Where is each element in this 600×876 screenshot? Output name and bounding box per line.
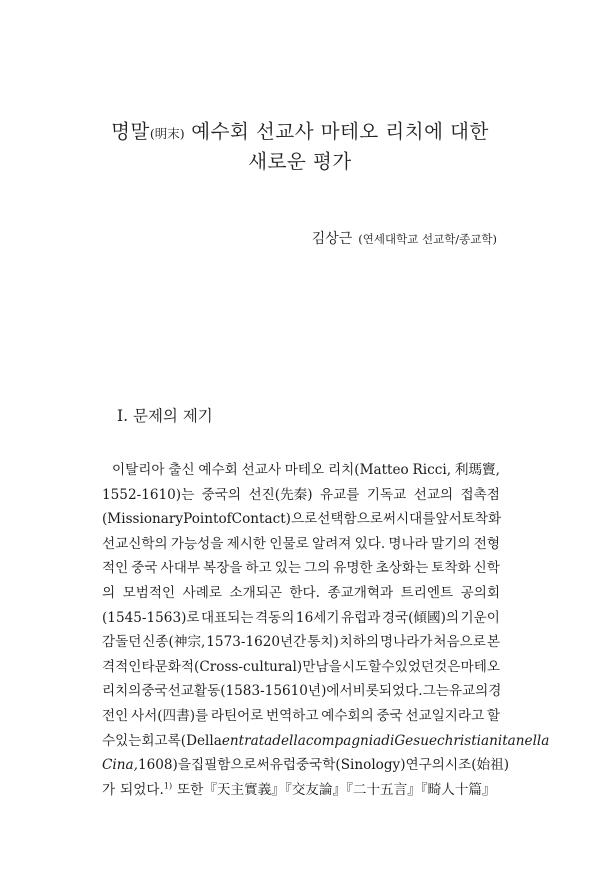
word: 마테오 [460,658,500,675]
word: 선교신학의 [102,535,168,552]
word: 시도할 [341,658,382,675]
paragraph-line [102,704,500,729]
word: 예수회 [198,462,238,478]
word: 중국학(Sinology) [296,757,406,774]
word: 만남을 [302,658,342,675]
word: di [381,732,395,749]
paragraph-line [102,655,500,680]
paragraph-line [102,507,500,532]
word: 기독교 [366,486,407,503]
title-hanja: (明末) [149,126,185,141]
word: 있었던 [394,658,435,675]
word: 전인 [102,707,129,724]
word: 인물로 [269,535,309,552]
word: 가능성을 [170,535,224,552]
word: 선교활동(1583-15610년)에서 [167,683,353,700]
paragraph-line [102,778,500,803]
word: 시조(始祖) [444,757,510,774]
word: of [218,511,232,528]
word: 명나라 [388,535,428,552]
word: 유교를 [320,486,360,503]
word: 처음으로 [433,634,486,651]
word: Ricci, [412,462,452,478]
word: 접촉점 [460,486,500,503]
word: 리치의 [102,683,142,700]
word: 그의 [303,560,331,577]
word: 트리엔트 [400,584,454,601]
word: 사례로 [182,584,222,601]
word: 초상화는 [375,560,429,577]
word: 되었다.$^{1)}$ [120,781,173,798]
word: nella [515,732,550,749]
paragraph-line [102,630,500,655]
word: 이탈리아 [112,462,165,478]
word: 알려져 [311,535,352,552]
word: entrata [221,732,273,749]
word: 적인 [102,560,129,577]
body-paragraph [102,458,550,802]
word: 말기의 [431,535,471,552]
word: Point [183,511,219,528]
title-line-1 [0,116,600,144]
word: 공의회 [460,584,500,601]
word: 가 [102,781,116,798]
word: compagnia [305,732,382,749]
word: 수 [381,658,395,675]
word: 타문화적(Cross-cultural) [141,658,303,675]
word: 모범적인 [122,584,176,601]
word: 하고 [245,560,272,577]
word: 소개되곤 [229,584,282,601]
word: 연구의 [405,757,445,774]
word: 사대부 [160,560,200,577]
paragraph-line [102,729,550,754]
word: 명나라가 [379,634,433,651]
word: 있다. [354,535,386,552]
word: 격동의 [255,609,295,626]
word: 것은 [434,658,461,675]
word: 선택함으로써 [317,511,397,528]
word: 번역하고 [266,707,319,724]
word: 앞서 [435,511,462,528]
word: 1552-1610)는 [102,486,195,503]
word: 중국 [141,683,168,700]
word: 마테오 [284,462,325,478]
paragraph-line [102,753,510,778]
word: 비롯되었다. [352,683,423,700]
word: 치하의 [339,634,380,651]
word: 제시한 [226,535,267,552]
paragraph-line [102,679,500,704]
word: 유교의 [448,683,489,700]
word: (Missionary [102,511,184,528]
word: 경 [488,683,502,700]
word: 회고록(Della [141,732,222,749]
word: 利瑪竇, [454,462,500,478]
word: 기운이 [460,609,500,626]
word: 의 [102,584,116,601]
word: 격적인 [102,658,142,675]
word: 1608)을 [137,757,191,774]
word: Gesu [394,732,429,749]
author-line [312,228,497,248]
author-name: 김상근 [311,231,353,247]
author-affiliation: (연세대학교 선교학/종교학) [358,232,497,246]
word: 예수회의 [321,707,374,724]
word: 집필함으로써 [190,757,270,774]
word: 선진(先秦) [248,486,313,503]
paragraph-line [102,458,500,483]
word: 중국 [131,560,158,577]
word: 대표되는 [201,609,254,626]
footnote-marker[interactable]: 1) [163,781,173,791]
word: Cina, [102,757,138,774]
paragraph-line [102,532,500,557]
word: 중국의 [201,486,242,503]
word: 본 [486,634,500,651]
title-korean-ming: 명말 [111,120,150,143]
word: 선교일지라고 [405,707,485,724]
paragraph-line [102,483,500,508]
word: 토착화 [431,560,471,577]
word: 한다. [289,584,321,601]
word: 리치(Matteo [328,462,409,478]
word: 사서(四書)를 [130,707,209,724]
word: 감돌던 [102,634,142,651]
paragraph-line [102,581,500,606]
word: e [428,732,437,749]
title-rest: 예수회 선교사 마테오 리치에 대한 [184,120,489,143]
paragraph-line [102,556,500,581]
word: 그는 [422,683,449,700]
word: 신종(神宗, [142,634,206,651]
word: 있는 [274,560,301,577]
word: 있는 [115,732,142,749]
word: christianita [437,732,516,749]
word: 시대를 [396,511,436,528]
word: 선교의 [413,486,454,503]
word: 중국 [376,707,403,724]
paragraph-line [102,606,500,631]
word: 종교개혁과 [327,584,394,601]
word: 토착화 [461,511,502,528]
word: (1545-1563)로 [102,609,200,626]
word: della [272,732,306,749]
word: 1573-1620년간 [206,634,307,651]
word: 경국(傾國)의 [381,609,460,626]
word: 할 [486,707,500,724]
section-heading: I. 문제의 제기 [117,407,213,425]
word: 선교사 [241,462,281,478]
word: 수 [102,732,116,749]
word: 전형 [473,535,500,552]
word: 유럽과 [340,609,381,626]
word: 라틴어로 [210,707,264,724]
word: Contact)으로 [231,511,318,528]
word: 신학 [473,560,500,577]
word: 또한『天主實義』『交友論』『二十五言』『畸人十篇』 [177,781,496,798]
word: 출신 [168,462,195,478]
title-line-2: 새로운 평가 [248,150,352,173]
word: 유럽 [269,757,297,774]
word: 통치) [307,634,339,651]
word: 유명한 [333,560,373,577]
word: 복장을 [202,560,243,577]
word: 16세기 [295,609,340,626]
